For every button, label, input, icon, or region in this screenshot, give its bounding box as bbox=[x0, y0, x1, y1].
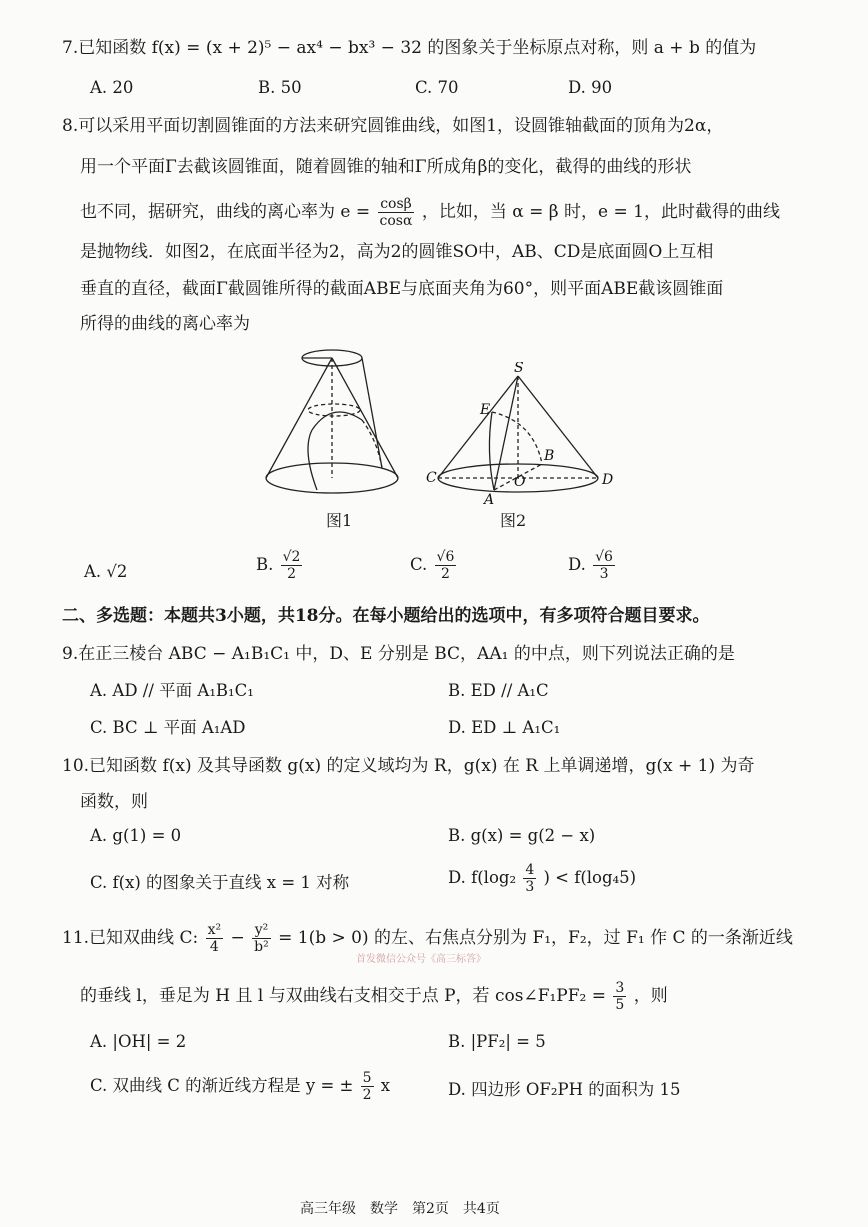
q10-option-d: D. f(log₂ $\frac{4}{3}$ ) < f(log₄5) bbox=[448, 862, 637, 895]
q7-option-c: C. 70 bbox=[415, 78, 459, 97]
q10-stem-2: 函数，则 bbox=[80, 792, 148, 812]
q9-option-c: C. BC ⊥ 平面 A₁AD bbox=[90, 718, 246, 737]
q11-option-c: C. 双曲线 C 的渐近线方程是 y = ± $\frac{5}{2}$ x bbox=[90, 1070, 391, 1103]
q10-option-b: B. g(x) = g(2 − x) bbox=[448, 826, 596, 845]
q7-option-b: B. 50 bbox=[258, 78, 302, 97]
label-c: C bbox=[426, 470, 437, 486]
q10-stem-1: 10.已知函数 f(x) 及其导函数 g(x) 的定义域均为 R，g(x) 在 R 上单调递增，g(x + 1) 为奇 bbox=[62, 756, 755, 776]
label-a: A bbox=[484, 492, 495, 507]
q11-option-d: D. 四边形 OF₂PH 的面积为 15 bbox=[448, 1080, 681, 1099]
q8-option-a: A. √2 bbox=[84, 562, 128, 581]
label-d: D bbox=[602, 472, 614, 488]
eccentricity-fraction: $\frac{\cos\beta}{\cos\alpha}$ bbox=[379, 196, 413, 229]
q9-option-b: B. ED // A₁C bbox=[448, 681, 549, 700]
q11-option-b: B. |PF₂| = 5 bbox=[448, 1032, 546, 1051]
q8-line-6: 所得的曲线的离心率为 bbox=[80, 314, 250, 334]
label-b: B bbox=[544, 448, 555, 464]
label-s: S bbox=[514, 362, 524, 376]
q8-line-5: 垂直的直径，截面Γ截圆锥所得的截面ABE与底面夹角为60°，则平面ABE截该圆锥面 bbox=[80, 279, 724, 299]
figure-1-cone-section bbox=[262, 340, 412, 500]
watermark-text: 首发微信公众号《高三标答》 bbox=[356, 954, 486, 965]
q9-option-d: D. ED ⊥ A₁C₁ bbox=[448, 718, 561, 737]
q8-line-4: 是抛物线．如图2，在底面半径为2，高为2的圆锥SO中，AB、CD是底面圆O上互相 bbox=[80, 242, 714, 262]
q10-option-c: C. f(x) 的图象关于直线 x = 1 对称 bbox=[90, 873, 350, 892]
figure-2-caption: 图2 bbox=[500, 511, 527, 530]
q9-option-a: A. AD // 平面 A₁B₁C₁ bbox=[90, 681, 254, 700]
q8-line-2: 用一个平面Γ去截该圆锥面，随着圆锥的轴和Γ所成角β的变化，截得的曲线的形状 bbox=[80, 157, 692, 177]
label-o: O bbox=[514, 474, 526, 490]
section-2-heading: 二、多选题：本题共3小题，共18分。在每小题给出的选项中，有多项符合题目要求。 bbox=[62, 606, 710, 626]
label-e: E bbox=[480, 402, 491, 418]
figure-1-caption: 图1 bbox=[326, 511, 353, 530]
q11-stem-1: 11.已知双曲线 C: $\frac{\text{x²}}{4}$ − $\frac{\text{y²}}{\text{b²}}$ = 1(b > 0) 的左、右焦点分别为 F₁，F₂，过 F₁ 作 C 的一条渐近线 bbox=[62, 922, 793, 955]
q7-option-a: A. 20 bbox=[90, 78, 134, 97]
q11-option-a: A. |OH| = 2 bbox=[90, 1032, 187, 1051]
q11-stem-2: 的垂线 l，垂足为 H 且 l 与双曲线右支相交于点 P，若 cos∠F₁PF₂ = $\frac{3}{5}$ ，则 bbox=[80, 980, 668, 1013]
q9-stem: 9.在正三棱台 ABC − A₁B₁C₁ 中，D、E 分别是 BC，AA₁ 的中点，则下列说法正确的是 bbox=[62, 644, 735, 664]
page-footer: 高三年级 数学 第2页 共4页 bbox=[300, 1201, 500, 1217]
q8-line-1: 8.可以采用平面切割圆锥面的方法来研究圆锥曲线，如图1，设圆锥轴截面的顶角为2α， bbox=[62, 116, 724, 136]
q10-option-a: A. g(1) = 0 bbox=[90, 826, 182, 845]
figure-2-cone bbox=[424, 362, 624, 507]
q8-option-c: C. $\frac{√6}{2}$ bbox=[410, 549, 455, 582]
q8-line-3: 也不同，据研究，曲线的离心率为 e = $\frac{\cos\beta}{\cos\alpha}$ ，比如，当 α = β 时，e = 1，此时截得的曲线 bbox=[80, 196, 780, 229]
q8-option-b: B. $\frac{√2}{2}$ bbox=[256, 549, 301, 582]
q7-stem: 7.已知函数 f(x) = (x + 2)⁵ − ax⁴ − bx³ − 32 的图象关于坐标原点对称，则 a + b 的值为 bbox=[62, 38, 757, 58]
q7-option-d: D. 90 bbox=[568, 78, 613, 97]
q8-option-d: D. $\frac{√6}{3}$ bbox=[568, 549, 613, 582]
